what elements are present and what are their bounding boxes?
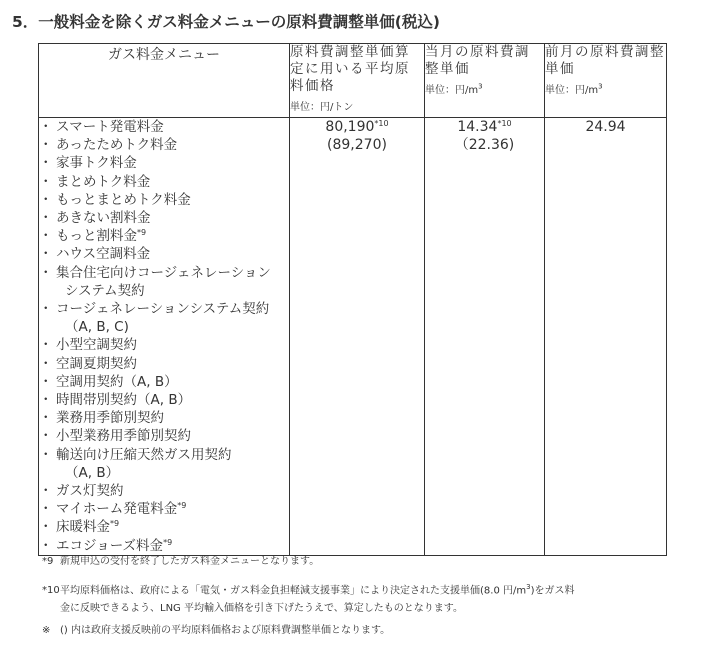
header-current-month-label: 当月の原料費調整単価 [425,44,530,77]
unit-exponent: 3 [526,583,531,591]
list-item-continuation: （A, B） [65,464,120,481]
footnote-ref: *10 [374,119,389,128]
unit-exponent: 3 [598,82,603,91]
list-item: ・ スマート発電料金 [39,118,289,136]
footnote-ref: *9 [177,501,187,511]
list-item: ・ マイホーム発電料金$^{*9}$ [39,500,289,518]
header-average-raw-material-price [290,44,425,118]
header-previous-month-unit: 単位：円$/m^3$ [545,82,603,96]
list-item-continuation: システム契約 [65,282,145,299]
average-price-cell [290,118,425,556]
header-average-price-label: 原料費調整単価算定に用いる平均原料価格 [290,44,410,94]
footnotes [42,554,574,639]
list-item: ・ 家事トク料金 [39,154,289,172]
previous-month-cell [545,118,667,556]
header-previous-month-label: 前月の原料費調整単価 [545,44,665,77]
average-price-pre-support: (89,270) [327,137,387,153]
list-item: ・ まとめトク料金 [39,173,289,191]
footnote-ref: *9 [163,537,173,547]
header-previous-month-adjustment [545,44,667,118]
list-item: ・ エコジョーズ料金$^{*9}$ [39,537,289,555]
footnote-ref: *9 [137,228,147,238]
footnote-mark: *10 [42,585,60,597]
list-item: ・ 業務用季節別契約 [39,409,289,427]
gas-menu-price-table [38,43,667,556]
list-item: ・ あきない割料金 [39,209,289,227]
footnote-ref: *10 [497,119,512,128]
header-gas-menu: ガス料金メニュー [39,44,290,118]
list-item: ・ 小型業務用季節別契約 [39,427,289,445]
list-item-continuation: （A, B, C) [65,319,129,336]
gas-menu-list [39,118,289,555]
header-current-month-unit: 単位：円$/m^3$ [425,82,483,96]
header-average-price-unit: 単位：円/トン [290,102,354,113]
footnote-9: *9 新規申込の受付を終了したガス料金メニューとなります。 [42,554,574,570]
list-item: ・ 空調用契約（A, B） [39,373,289,391]
list-item: ・ 床暖料金$^{*9}$ [39,518,289,536]
list-item: ・ もっと割料金$^{*9}$ [39,227,289,245]
previous-month-value: 24.94 [585,119,626,135]
header-current-month-adjustment [425,44,545,118]
average-price-value: 80,190$^{*10}$ [325,119,389,135]
footnote-parentheses: ※ () 内は政府支援反映前の平均原料価格および原料費調整単価となります。 [42,623,574,639]
list-item: ・ もっとまとめトク料金 [39,191,289,209]
footnote-mark: ※ [42,625,51,637]
table-body-row [39,118,667,556]
footnote-ref: *9 [110,519,120,529]
footnote-10-continuation: 金に反映できるよう、LNG 平均輸入価格を引き下げたうえで、算定したものとなります。 [60,603,463,615]
list-item: ・ 集合住宅向けコージェネレーション システム契約 [39,264,289,300]
list-item: ・ 輸送向け圧縮天然ガス用契約 （A, B） [39,446,289,482]
gas-menu-list-cell [39,118,290,556]
current-month-value: 14.34$^{*10}$ [457,119,512,135]
list-item: ・ 小型空調契約 [39,336,289,354]
current-month-cell [425,118,545,556]
current-month-pre-support: （22.36) [454,137,515,153]
list-item: ・ ハウス空調料金 [39,245,289,263]
unit-exponent: 3 [478,82,483,91]
page-title: 5．一般料金を除くガス料金メニューの原料費調整単価(税込) [12,13,440,31]
list-item: ・ ガス灯契約 [39,482,289,500]
footnote-mark: *9 [42,556,54,567]
list-item: ・ 空調夏期契約 [39,355,289,373]
table-header-row [39,44,667,118]
list-item: ・ コージェネレーションシステム契約 （A, B, C) [39,300,289,336]
footnote-10: *10平均原料価格は、政府による「電気・ガス料金負担軽減支援事業」により決定された支援単価(8.0 円$/m^3$)をガス料 [42,579,574,599]
list-item: ・ あったためトク料金 [39,136,289,154]
list-item: ・ 時間帯別契約（A, B） [39,391,289,409]
